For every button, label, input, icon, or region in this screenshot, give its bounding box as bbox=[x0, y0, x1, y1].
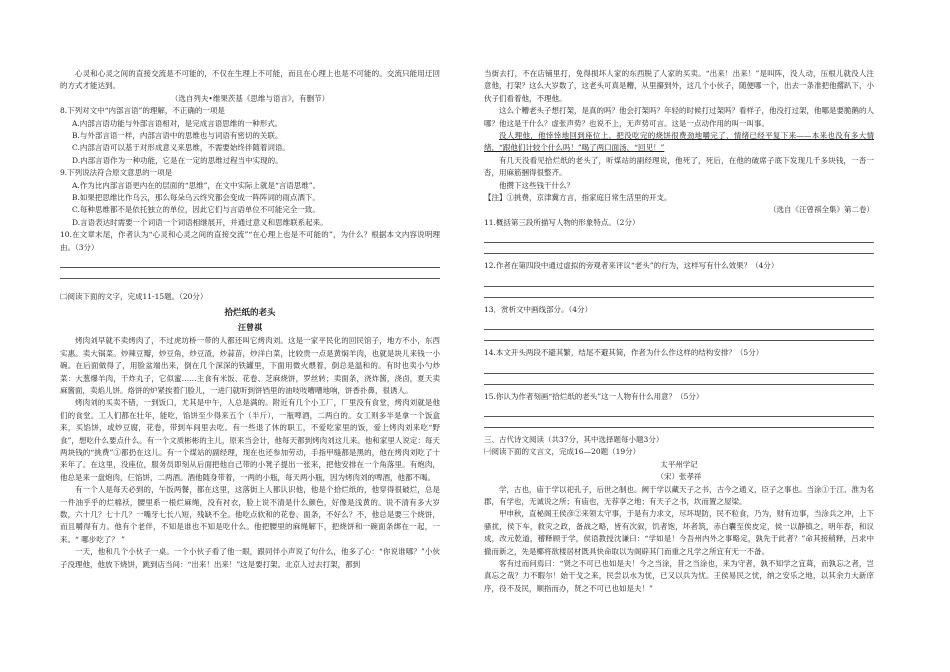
story-paragraph-4: 一天，他和几个小伙子一桌。一个小伙子看了他一眼，跟同伴小声说了句什么，他多了心：“你说谁哪？”小伙子没理他，他放下烧饼，跳到店当间：“出来！出来！”这是要打架。北京人过去打架，都到 bbox=[60, 547, 440, 569]
answer-line[interactable] bbox=[484, 330, 874, 341]
story-continuation-2: 这么个糟老头子想打架，是真的吗？他会打架吗？年轻的时候打过架吗？看样子，他没打过架，他哪是要脆鹅的人哪？他这是干什么？虚张声势？也说不上，无声势可言。这是一点动作用的叫一叫事。 bbox=[484, 106, 874, 128]
q11-answer-lines[interactable] bbox=[484, 232, 874, 254]
story-paragraph-1: 烤肉刘早就不卖烤肉了，不过虎坊桥一带的人都还叫它烤肉刘。这是一家平民化的回民馆子，地方不小，东西实惠。卖大锅菜。炒辣豆瓣，炒豆角，炒豆渣，炒蒜苗，炒洋白菜，比较贵一点是黄焖羊肉，也就是块儿来钱一小碗。在后面做得了，用脸盆端出来，倒在几个深深的铁罐里，下面用微火煨着，倒总是温和的。有时也卖小勺炒菜：大葱爆羊肉，干炸丸子，它似蜜……主食有米饭、花卷、芝麻烧饼，罗丝转；卖面条，浇炸酱，浇卤，夏天卖麻酱面，卖焰儿饼。烙饼的炉紧挨着门脸儿，一进门就听到饼铛里的油吱吱嘈嘈地响，饼香扑鼻，很诱人。 bbox=[60, 336, 440, 395]
q10-answer-lines[interactable] bbox=[60, 257, 440, 279]
q8-option-a: A.内部言语功能与外部言语相对，是完成言语思维的一种形式。 bbox=[72, 118, 283, 128]
question-8-stem: 8.下列对文中“内部言语”的理解，不正确的一项是 bbox=[60, 106, 225, 116]
answer-line[interactable] bbox=[484, 363, 874, 374]
answer-line[interactable] bbox=[484, 243, 874, 254]
question-15: 15.你认为作者刻画“拾烂纸的老头”这一人物有什么用意？（5分） bbox=[484, 391, 704, 401]
classical-paragraph-2: 甲申秋，直秘阁王侯彦②来领太守事，于是有力求文，尽坏堤防，民不粒食，乃为，财有边事，当涂兵之冲，上下骚扰，侯下车，救灾之政，备战之略，皆有次叙，饥者饱，坏者筑，赤白囊至俟皮定，侯一以静镇之。明年春，和议成，改元乾道，稽释顾于学，侯语教授沈谦曰：“学如是！今吾州内外之事略定，孰先于此者？”命其接稍释，吕求中撤而新之，先是椰将欲楼居材既具快命取以为阁辟其门而重之凡学之所宜有无一不备。 bbox=[484, 509, 874, 556]
answer-line[interactable] bbox=[484, 406, 874, 417]
story-continuation-5: 他攒下这些钱干什么？ bbox=[499, 180, 574, 190]
story-title: 拾烂纸的老头 bbox=[224, 307, 276, 318]
story-continuation-1: 当街去打，不在店铺里打，免得损坏人家的东西脱了人家的买卖。“出来！出来！”是叫阵，没人动，压根儿就没人注意他，打架？这么大岁数了，这老头可真是糟，从里攥到外，这几个小伙子，随便哪一个，出去一条准把他撂趴下，小伙子们看着他，不理他。 bbox=[484, 69, 874, 103]
intro-paragraph: 心灵和心灵之间的直接交流是不可能的，不仅在生理上不可能，而且在心理上也是不可能的。交流只能用迂回的方式才能达到。 bbox=[60, 69, 440, 91]
q15-answer-lines[interactable] bbox=[484, 406, 874, 428]
left-column bbox=[60, 68, 440, 571]
story-author: 汪曾祺 bbox=[238, 321, 262, 332]
q8-option-c: C.内部言语可以基于对形成意义来思维，不需要始终伴随着词语。 bbox=[72, 143, 290, 153]
question-10: 10.在文章末尾，作者认为“心灵和心灵之间的直接交流”“在心理上也是不可能的”，为什么？根据本文内容说明理由。（3分） bbox=[60, 230, 440, 252]
answer-line[interactable] bbox=[484, 374, 874, 385]
q9-option-c: C.每种思维都不是依托独立的单位，因此它们与言语单位不可能完全一致。 bbox=[72, 205, 320, 215]
story-paragraph-2: 烤肉刘的买卖不错，一到饭口，尤其是中午，人总是满的。附近有几个小工厂，厂里没有食堂，烤肉刘就是他们的食堂。工人们都在壮年，能吃，馅饼至少得来五个（半斤），一瓶啤酒，二两白的。女工则多半是拿一个饭盒来，买馅饼，或炒豆腐，花卷，带到车间里去吃。有一些退了休的职工，不爱吃家里的饭，爱上烤肉刘来吃“野食”，想吃什么要点什么。有一个文质彬彬的主儿，原来当会计，他每天都到烤肉刘这儿来。他和家里人说定：每天两块钱的“挑费”①都扔在这儿。有一个煤站的副经理，现在也还参加劳动，手指甲缝都是黑的，他在烤肉刘吃了十来年了。在这里，没座位，服务员即刻从后面把他自己带的小凳子提出一张来，把他安排在一个角落里。有炮肉，他总是来一盘炮肉，仨馅饼，二两酒。酒他随身带着，一两的小瓶，每天两小瓶，因为烤肉刘的啤酒，他都不喝。 bbox=[60, 398, 440, 482]
question-14: 14.本文开头两段不避其繁，结尾不避其简，作者为什么作这样的结构安排？（5分） bbox=[484, 348, 764, 358]
story-source: （选自《汪曾祺全集》第二卷） bbox=[769, 205, 874, 215]
classical-title: 太平州学记 bbox=[660, 459, 698, 469]
q8-option-b: B.与外部言语一样，内部言语中的思维也与词语有密切的关联。 bbox=[72, 131, 283, 141]
q14-answer-lines[interactable] bbox=[484, 363, 874, 385]
q8-option-d: D.内部言语作为一种功能，它是在一定的思维过程当中实现的。 bbox=[72, 155, 283, 165]
question-11: 11.概括第三段所描写人物的形象特点。（2分） bbox=[484, 217, 640, 227]
answer-line[interactable] bbox=[484, 232, 874, 243]
q13-answer-lines[interactable] bbox=[484, 319, 874, 341]
story-paragraph-3: 有一个人是每天必到的，午饭两餐，都在这里，这落街上人都认识他，他是个拾烂纸的，他穿得很破烂，总是一件油乎乎的烂棉袄，腰里系一根烂麻绳，没有衬衣，脸上说不清是什么颜色，好像是浅黄的。说不清有多大岁数，六十几？七十几？一嘴牙七长八短，残缺不全。他吃点软和的花卷、面条，不好么？不，他总是要三个烧饼，而且嚼得有力。他有个老伴，不知是谁也不知是吃什么。他把腰里的麻绳解下，把烧饼和一碗面条绑在一起，一来。“ 哪步吃了？ ” bbox=[60, 485, 440, 544]
answer-line[interactable] bbox=[60, 268, 440, 279]
question-13: 13．赏析文中画线部分。（4分） bbox=[484, 304, 593, 314]
q9-option-d: D.言语表达时需要一个词语一个词语相继展开，并通过意义和思维联系起来。 bbox=[72, 217, 328, 227]
classical-paragraph-1: 学，古也，庙于学以祀孔子，后世之制也。阙于学以藏天子之书，古今之通义，臣子之事也。当涂①于江、淮为名郡，有学也，无诚说之所；有庙也，无荐享之地；有天子之书，坎而置之屋梁。 bbox=[484, 484, 874, 506]
answer-line[interactable] bbox=[484, 287, 874, 298]
answer-line[interactable] bbox=[484, 319, 874, 330]
footnote: 【注】①挑费，京津冀方言，指家庭日常生活里的开支。 bbox=[484, 193, 672, 203]
classical-paragraph-3: 客有过而问焉曰：“贤之不可已也如是夫！今之当涂，昔之当涂也，来为守者，孰不知学之宜葺，而孰忘之者，岂真忘之哉？力不暇尔！始干戈之来，民尝以水为忧，已又以兵为忧。王侯易民之忧，纳之安乐之地，以其余力大新庠序，役不及民，顺指而办，贤之不可已也如是夫！” bbox=[484, 558, 874, 593]
underlined-passage: 没人理他，他悻悻地回到座位上，把没吃完的烧饼很费劲地嚼完了，情绪已经平复下来——本来也没有多大情绪，“跟他们计较个什么吗！”喝了两口面汤，“回见！” bbox=[484, 131, 874, 153]
intro-source: （选自列夫•维果茨基《思维与语言》，有删节） bbox=[170, 93, 330, 103]
section-2-heading: ㈡阅读下面的文字，完成11-15题。（20分） bbox=[60, 292, 208, 302]
section-3-heading: 三、古代诗文阅读（共37分，其中选择题每小题3分） bbox=[484, 434, 664, 444]
story-continuation-4: 有几天没看见拾烂纸的老头了，听煤站的副经理说，他死了，死后，在他的破席子底下发现几千多块钱，一沓一沓，用麻筋捆得很整齐。 bbox=[484, 155, 874, 178]
answer-line[interactable] bbox=[484, 276, 874, 287]
answer-line[interactable] bbox=[60, 257, 440, 268]
classical-author: （宋）张孝祥 bbox=[656, 472, 702, 482]
right-column bbox=[484, 68, 874, 595]
q12-answer-lines[interactable] bbox=[484, 276, 874, 298]
question-12: 12.作者在第四段中通过虚拟的旁观者来评议“老头”的行为，这样写有什么效果？（4分） bbox=[484, 261, 779, 271]
question-9-stem: 9.下列说法符合原文意思的一项是 bbox=[60, 168, 173, 178]
q9-option-b: B.如果把思维比作乌云，那么每朵乌云终究都会变成一阵阵词的雨点洒下。 bbox=[72, 193, 320, 203]
section-3-subheading: ㈠阅读下面的文言文，完成16—20题（19分） bbox=[484, 447, 641, 457]
answer-line[interactable] bbox=[484, 417, 874, 428]
q9-option-a: A.作为比内部言语更内在的层面的“思维”，在文中实际上就是“言语思维”。 bbox=[72, 180, 321, 190]
